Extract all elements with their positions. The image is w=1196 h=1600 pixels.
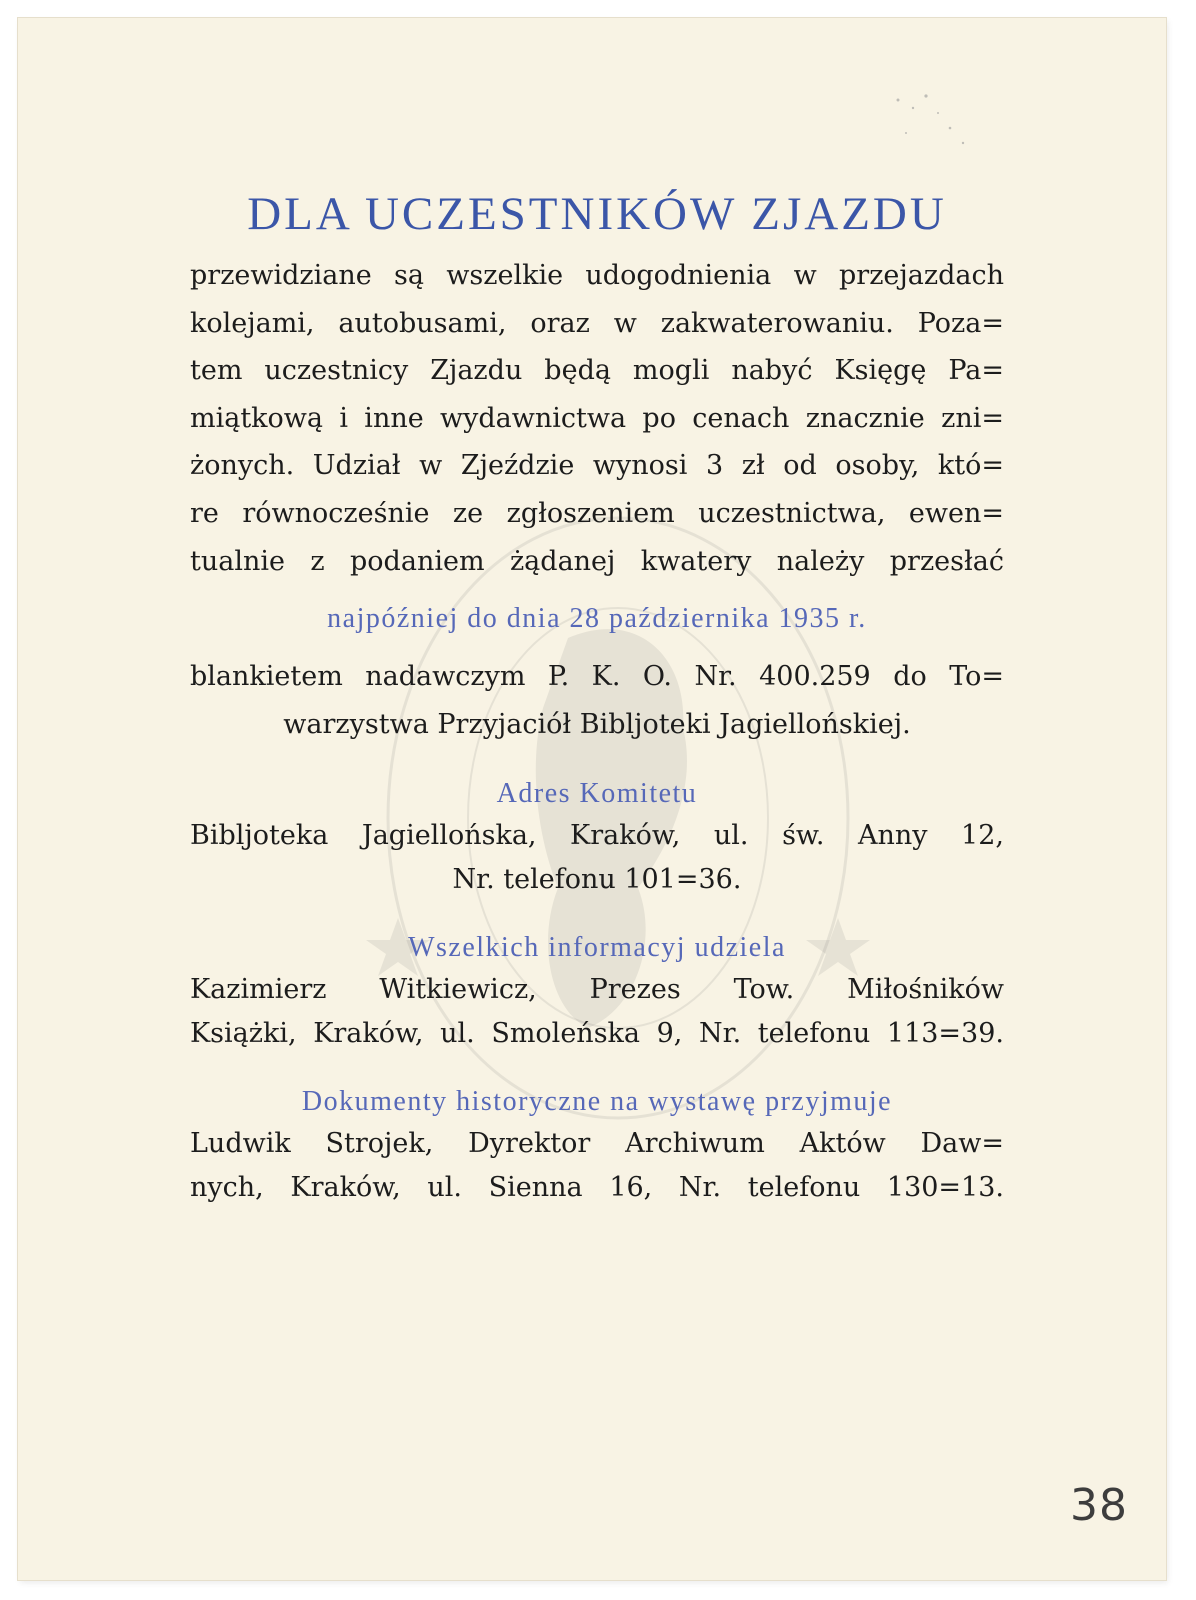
- address-heading: Adres Komitetu: [496, 778, 698, 810]
- intro-paragraph: [190, 252, 1004, 585]
- info-line: Książki, Kraków, ul. Smoleńska 9, Nr. telefonu 113=39.: [190, 1018, 1004, 1050]
- info-block: [190, 968, 1004, 1056]
- info-line: Kazimierz Witkiewicz, Prezes Tow. Miłośników: [190, 974, 1004, 1006]
- intro-line: przewidziane są wszelkie udogodnienia w przejazdach: [190, 260, 1004, 291]
- document-page: [18, 18, 1166, 1580]
- address-block: [190, 814, 1004, 902]
- page-number: 38: [1070, 1480, 1128, 1531]
- paper-specks: [878, 88, 978, 158]
- payment-line: blankietem nadawczym P. K. O. Nr. 400.259 do To=: [190, 661, 1004, 693]
- intro-line: tem uczestnicy Zjazdu będą mogli nabyć Księgę Pa=: [190, 355, 1004, 387]
- announcement-body: [190, 188, 1004, 1210]
- deadline-text: najpóźniej do dnia 28 października 1935 r.: [327, 603, 867, 635]
- page-title: DLA UCZESTNIKÓW ZJAZDU: [247, 188, 947, 240]
- intro-line: żonych. Udział w Zjeździe wynosi 3 zł od osoby, któ=: [190, 450, 1004, 482]
- documents-line: Ludwik Strojek, Dyrektor Archiwum Aktów Daw=: [190, 1128, 1004, 1160]
- intro-line: re równocześnie ze zgłoszeniem uczestnictwa, ewen=: [190, 497, 1004, 529]
- documents-line: nych, Kraków, ul. Sienna 16, Nr. telefonu 130=13.: [190, 1172, 1004, 1204]
- info-heading: Wszelkich informacyj udziela: [408, 932, 786, 964]
- payment-paragraph: [190, 653, 1004, 748]
- address-phone: Nr. telefonu 101=36.: [452, 864, 742, 896]
- documents-heading: Dokumenty historyczne na wystawę przyjmuje: [301, 1086, 893, 1118]
- intro-line: miątkową i inne wydawnictwa po cenach znacznie zni=: [190, 402, 1004, 434]
- intro-line: kolejami, autobusami, oraz w zakwaterowaniu. Poza=: [190, 307, 1004, 339]
- documents-block: [190, 1122, 1004, 1210]
- address-line: Bibljoteka Jagiellońska, Kraków, ul. św. Anny 12,: [190, 820, 1004, 852]
- payment-line: warzystwa Przyjaciół Bibljoteki Jagiellońskiej.: [283, 708, 911, 740]
- intro-line: tualnie z podaniem żądanej kwatery należy przesłać: [190, 545, 1004, 577]
